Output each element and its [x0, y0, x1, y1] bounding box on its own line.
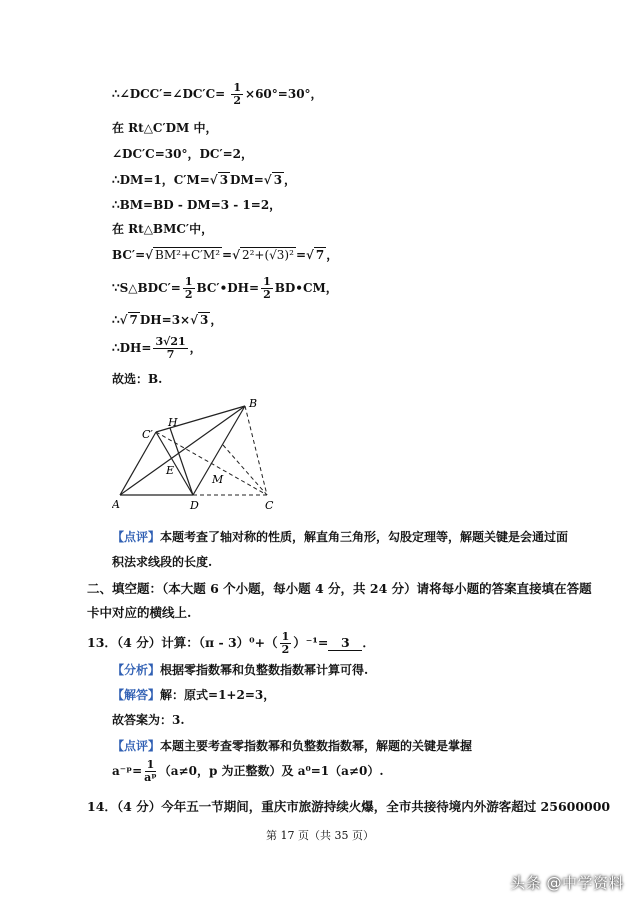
q13-final-answer: 故答案为：3.	[112, 713, 185, 727]
q13-analysis: 【分析】根据零指数幂和负整数指数幂计算可得.	[112, 663, 369, 677]
page-footer: 第 17 页（共 35 页）	[266, 829, 374, 842]
review-1-line-1: 【点评】本题考查了轴对称的性质，解直角三角形，勾股定理等，解题关键是会通过面	[112, 530, 569, 544]
solution-line-6: 在 Rt△BMC′中，	[112, 222, 214, 236]
label-a: A	[112, 498, 120, 511]
label-c-prime: C′	[142, 428, 153, 441]
q13-review: 【点评】本题主要考查零指数幂和负整数指数幂，解题的关键是掌握	[112, 739, 473, 753]
solution-line-7: BC′=√ BM²+C′M² =√ 2²+(√3)² =√ 7 ，	[112, 248, 339, 262]
question-14-stem: 14．（4 分）今年五一节期间，重庆市旅游持续火爆，全市共接待境内外游客超过 25600000	[87, 799, 611, 814]
solution-line-10: ∴DH= $\frac{3√21}{7}$ ，	[112, 335, 202, 361]
label-d: D	[190, 499, 199, 512]
solution-line-11: 故选：B.	[112, 372, 163, 386]
review-tag: 【点评】	[112, 530, 161, 544]
answer-blank: 3	[328, 635, 362, 651]
fraction: $\frac{3√21}{7}$	[155, 335, 186, 361]
dashed-bc	[245, 406, 267, 495]
segment-ac-prime	[120, 432, 156, 495]
fraction: $\frac{1}{2}$	[233, 81, 242, 107]
solution-line-5: ∴BM=BD - DM=3 - 1=2，	[112, 198, 282, 212]
q13-formula: a⁻ᵖ= $\frac{1}{\text{aᵖ}}$ （a≠0，p 为正整数）及 a⁰=1（a≠0）.	[112, 758, 384, 784]
section-heading-line-2: 卡中对应的横线上.	[87, 605, 192, 620]
solution-line-4: ∴DM=1，C′M=√ 3 DM=√ 3 ，	[112, 173, 297, 187]
label-m: M	[212, 473, 224, 486]
geometry-diagram	[112, 395, 292, 517]
label-b: B	[249, 397, 258, 410]
solution-line-3: ∠DC′C=30°，DC′=2，	[112, 147, 254, 161]
review-1-line-2: 积法求线段的长度.	[112, 555, 213, 569]
label-c: C	[265, 499, 274, 512]
solution-line-1: ∴∠DCC′=∠DC′C= $\frac{1}{2}$ ×60°=30°，	[112, 81, 323, 107]
q13-solution: 【解答】解：原式=1+2=3，	[112, 688, 276, 702]
watermark: 头条 @中学资料	[510, 874, 624, 892]
line-text: ∴∠DCC′=∠DC′C=	[112, 87, 230, 101]
solution-line-2: 在 Rt△C′DM 中，	[112, 121, 218, 135]
label-e: E	[166, 464, 175, 477]
question-13-stem: 13．（4 分）计算：（π - 3）⁰+（ $\frac{1}{2}$ ）⁻¹= 3 ．	[87, 630, 375, 656]
label-h: H	[168, 416, 178, 429]
segment-ab	[120, 406, 245, 495]
solution-line-9: ∴√ 7 DH=3×√ 3 ，	[112, 313, 223, 327]
section-heading-line-1: 二、填空题：（本大题 6 个小题，每小题 4 分，共 24 分）请将每小题的答案直接填在答题	[87, 581, 592, 596]
solution-line-8: ∵S△BDC′= $\frac{1}{2}$ BC′•DH= $\frac{1}{2}$ BD•CM，	[112, 275, 338, 301]
